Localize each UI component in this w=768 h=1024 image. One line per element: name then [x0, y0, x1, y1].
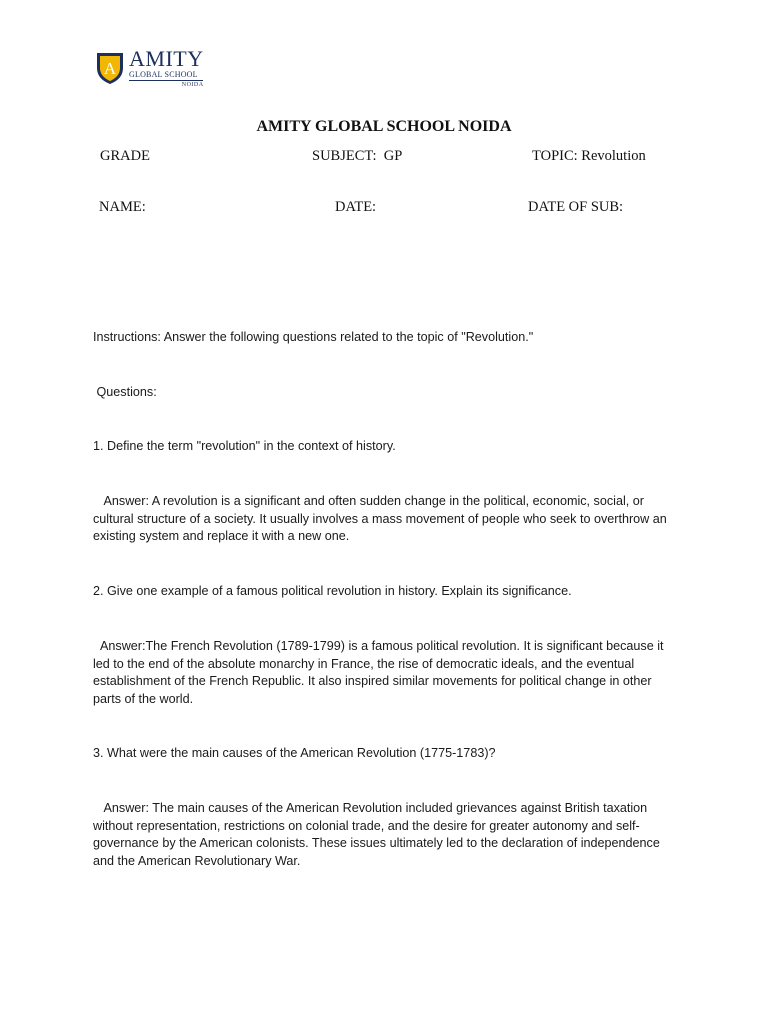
date-of-submission-label: DATE OF SUB:: [528, 199, 624, 215]
shield-icon: [95, 50, 125, 86]
subject-label: SUBJECT: GP: [312, 148, 403, 164]
logo-subtitle: GLOBAL SCHOOL: [129, 70, 198, 79]
answer-2: Answer:The French Revolution (1789-1799) is a famous political revolution. It is significant because it led to the end of the absolute monarchy in France, the rise of democratic ideals, and the eventual establishment of the French Republic. It also inspired similar movements for political change in other parts of the world.: [93, 639, 668, 706]
answer-3: Answer: The main causes of the American Revolution included grievances against British taxation without representation, restrictions on colonial trade, and the desire for greater autonomy and self-governance by the American colonists. These issues ultimately led to the declaration of independence and the American Revolutionary War.: [93, 801, 664, 868]
name-label: NAME:: [99, 199, 146, 215]
question-3: 3. What were the main causes of the American Revolution (1775-1783)?: [93, 746, 496, 760]
school-title: AMITY GLOBAL SCHOOL NOIDA: [256, 118, 512, 135]
grade-label: GRADE: [100, 148, 150, 164]
date-label: DATE:: [335, 199, 377, 215]
question-2: 2. Give one example of a famous political revolution in history. Explain its significance.: [93, 584, 572, 598]
question-1: 1. Define the term "revolution" in the context of history.: [93, 439, 396, 453]
questions-heading: Questions:: [93, 385, 157, 399]
logo-city: NOIDA: [181, 82, 204, 88]
instructions: Instructions: Answer the following questions related to the topic of "Revolution.": [93, 330, 534, 344]
topic-label: TOPIC: Revolution: [532, 148, 646, 164]
logo-divider: [129, 80, 203, 81]
logo-wordmark: AMITY: [129, 46, 204, 71]
logo-letter: A: [103, 59, 117, 78]
answer-1: Answer: A revolution is a significant and often sudden change in the political, economic, social, or cultural structure of a society. It usually involves a mass movement of people who seek to overthrow an existing system and replace it with a new one.: [93, 494, 671, 544]
school-logo: [95, 48, 204, 88]
